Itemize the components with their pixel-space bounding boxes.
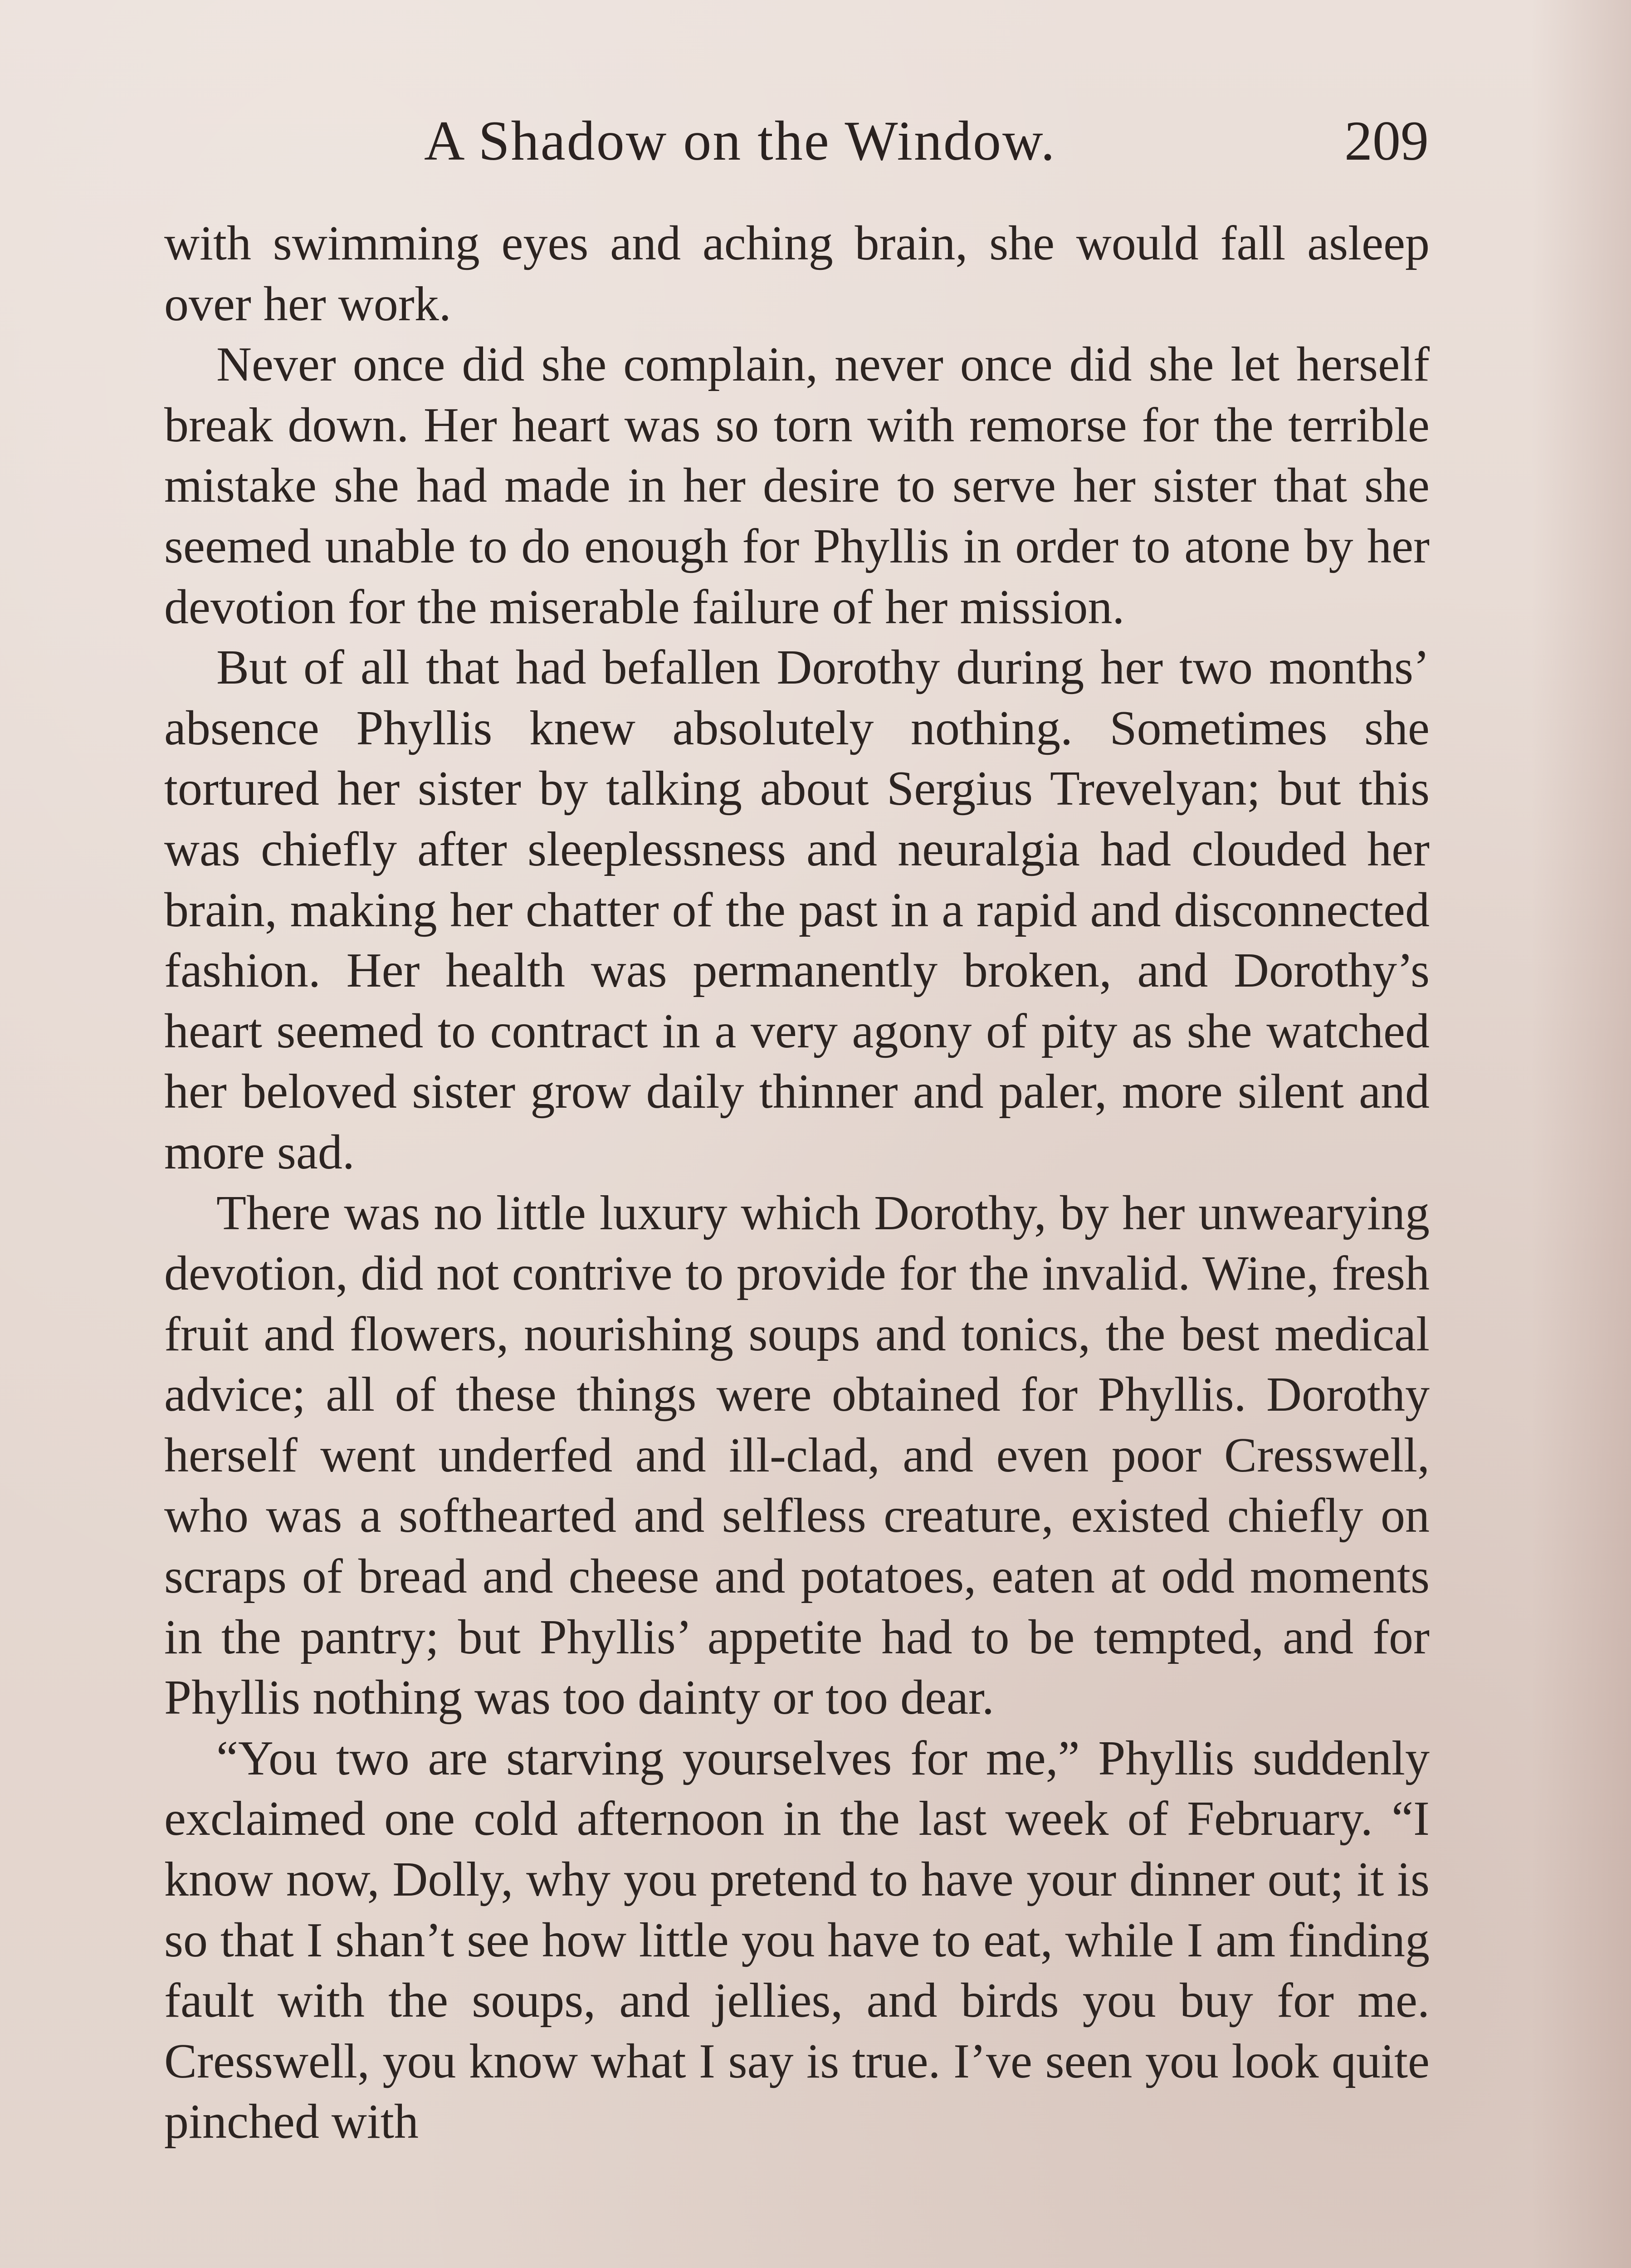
paragraph-2: Never once did she complain, never once did she let herself break down. Her heart was so torn with remorse for the terrible mistake she had made in her desire to serve her sister that she seemed unable to do enough for Phyllis in order to atone by her devotion for the miserable failure of her mission. (164, 337, 1430, 634)
running-title: A Shadow on the Window. (424, 110, 1056, 172)
paragraph-3: But of all that had befallen Dorothy during her two months’ absence Phyllis knew absolutely nothing. Sometimes she tortured her sister by talking about Sergius Trevelyan; but this was chiefly after sleeplessness and neuralgia had clouded her brain, making her chatter of the past in a rapid and disconnected fashion. Her health was permanently broken, and Dorothy’s heart seemed to contract in a very agony of pity as she watched her beloved sister grow daily thinner and paler, more silent and more sad. (164, 640, 1430, 1179)
paragraph-1: with swimming eyes and aching brain, she would fall asleep over her work. (164, 216, 1430, 331)
page-header (163, 104, 1429, 195)
paragraph-4: There was no little luxury which Dorothy, by her unwearying devotion, did not contrive to provide for the invalid. Wine, fresh fruit and flowers, nourishing soups and tonics, the best medical advice; all of these things were obtained for Phyllis. Dorothy herself went underfed and ill-clad, and even poor Cresswell, who was a softhearted and selfless creature, existed chiefly on scraps of bread and cheese and potatoes, eaten at odd moments in the pantry; but Phyllis’ appetite had to be tempted, and for Phyllis nothing was too dainty or too dear. (164, 1186, 1430, 1725)
page-number: 209 (1344, 110, 1429, 172)
paragraph-5: “You two are starving yourselves for me,” Phyllis suddenly exclaimed one cold afternoon in the last week of February. “I know now, Dolly, why you pretend to have your dinner out; it is so that I shan’t see how little you have to eat, while I am finding fault with the soups, and jellies, and birds you buy for me. Cresswell, you know what I say is true. I’ve seen you look quite pinched with (164, 1731, 1430, 2149)
body-text (164, 213, 1430, 2152)
